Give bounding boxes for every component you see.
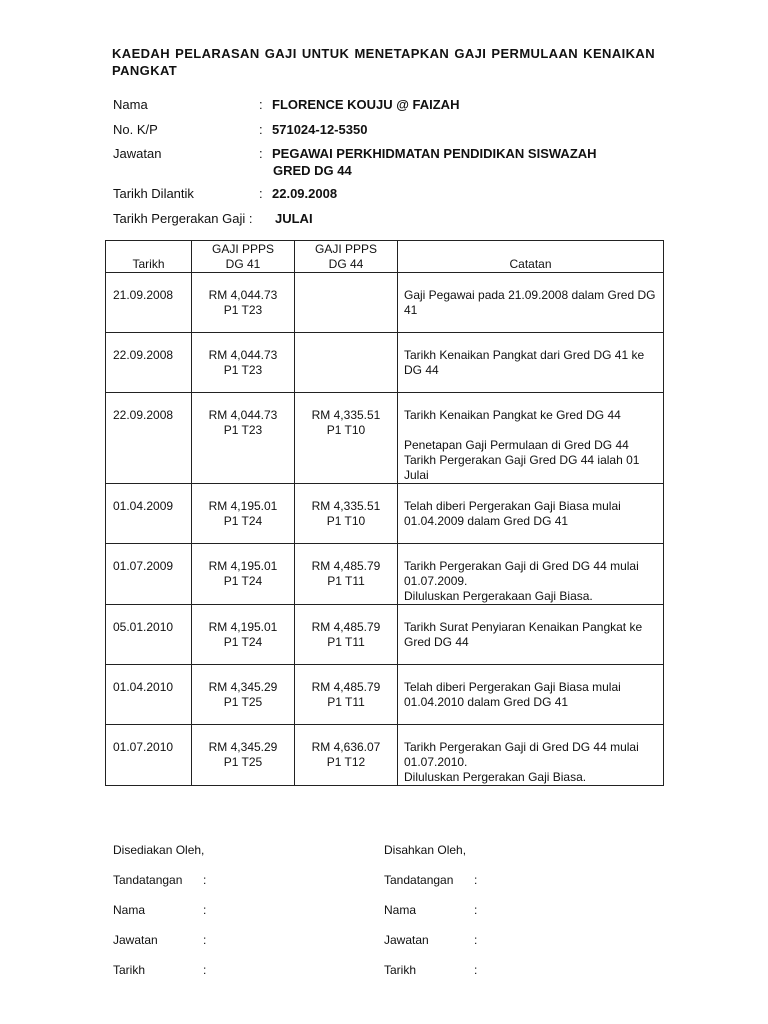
salary-amount: RM 4,636.07 bbox=[311, 740, 381, 754]
cell-date: 05.01.2010 bbox=[106, 605, 192, 665]
salary-table bbox=[105, 240, 664, 786]
colon: : bbox=[259, 146, 263, 161]
cell-gaji-dg41 bbox=[192, 484, 295, 544]
jawatan-value-line2: GRED DG 44 bbox=[273, 163, 352, 178]
table-row bbox=[106, 273, 664, 333]
table-row bbox=[106, 665, 664, 725]
cell-gaji-dg44 bbox=[295, 544, 398, 605]
salary-amount: RM 4,044.73 bbox=[208, 408, 278, 422]
salary-step: P1 T23 bbox=[223, 423, 263, 437]
colon: : bbox=[474, 903, 478, 917]
approved-by-heading: Disahkan Oleh, bbox=[384, 843, 467, 857]
cell-date: 22.09.2008 bbox=[106, 393, 192, 484]
salary-step: P1 T12 bbox=[326, 755, 366, 769]
cell-catatan bbox=[398, 605, 664, 665]
prepared-jawatan-label: Jawatan bbox=[113, 933, 158, 947]
salary-amount: RM 4,485.79 bbox=[311, 559, 381, 573]
salary-step: P1 T11 bbox=[327, 635, 365, 649]
prepared-tandatangan-label: Tandatangan bbox=[113, 873, 183, 887]
pergerakan-value: JULAI bbox=[275, 211, 313, 226]
note-line: Diluluskan Pergerakaan Gaji Biasa. bbox=[404, 589, 593, 603]
jawatan-label: Jawatan bbox=[113, 146, 162, 161]
cell-gaji-dg41 bbox=[192, 544, 295, 605]
cell-date: 21.09.2008 bbox=[106, 273, 192, 333]
table-row bbox=[106, 393, 664, 484]
colon: : bbox=[474, 963, 478, 977]
salary-step: P1 T24 bbox=[223, 574, 263, 588]
salary-amount: RM 4,345.29 bbox=[208, 680, 278, 694]
cell-catatan bbox=[398, 544, 664, 605]
prepared-by-heading: Disediakan Oleh, bbox=[113, 843, 205, 857]
colon: : bbox=[259, 186, 263, 201]
table-row bbox=[106, 333, 664, 393]
cell-date: 01.04.2010 bbox=[106, 665, 192, 725]
header-gaji-dg41: GAJI PPPS DG 41 bbox=[192, 241, 295, 273]
note-line: Telah diberi Pergerakan Gaji Biasa mulai 01.04.2010 dalam Gred DG 41 bbox=[404, 680, 621, 709]
salary-amount: RM 4,195.01 bbox=[208, 559, 278, 573]
document-title: KAEDAH PELARASAN GAJI UNTUK MENETAPKAN GAJI PERMULAAN KENAIKAN PANGKAT bbox=[112, 46, 655, 78]
colon: : bbox=[203, 933, 207, 947]
cell-gaji-dg44 bbox=[295, 393, 398, 484]
salary-amount: RM 4,485.79 bbox=[311, 680, 381, 694]
cell-gaji-dg41 bbox=[192, 393, 295, 484]
salary-amount: RM 4,195.01 bbox=[208, 499, 278, 513]
cell-gaji-dg41 bbox=[192, 333, 295, 393]
approved-nama-label: Nama bbox=[384, 903, 417, 917]
salary-amount: RM 4,044.73 bbox=[208, 288, 278, 302]
table-row bbox=[106, 725, 664, 786]
prepared-tarikh-label: Tarikh bbox=[113, 963, 146, 977]
salary-step: P1 T11 bbox=[327, 695, 365, 709]
pergerakan-label: Tarikh Pergerakan Gaji : bbox=[113, 211, 253, 226]
cell-gaji-dg41 bbox=[192, 725, 295, 786]
header-gaji-dg44: GAJI PPPS DG 44 bbox=[295, 241, 398, 273]
salary-step: P1 T24 bbox=[223, 514, 263, 528]
colon: : bbox=[259, 122, 263, 137]
jawatan-value-line1: PEGAWAI PERKHIDMATAN PENDIDIKAN SISWAZAH bbox=[272, 146, 597, 161]
header-catatan: Catatan bbox=[398, 241, 664, 273]
note-line: Penetapan Gaji Permulaan di Gred DG 44 Tarikh Pergerakan Gaji Gred DG 44 ialah 01 Julai bbox=[404, 438, 640, 482]
prepared-nama-label: Nama bbox=[113, 903, 146, 917]
note-line: Diluluskan Pergerakan Gaji Biasa. bbox=[404, 770, 587, 784]
colon: : bbox=[474, 873, 478, 887]
cell-gaji-dg44 bbox=[295, 333, 398, 393]
cell-catatan bbox=[398, 273, 664, 333]
salary-amount: RM 4,335.51 bbox=[311, 408, 381, 422]
salary-amount: RM 4,485.79 bbox=[311, 620, 381, 634]
cell-catatan bbox=[398, 333, 664, 393]
cell-gaji-dg44 bbox=[295, 273, 398, 333]
cell-catatan bbox=[398, 484, 664, 544]
kp-label: No. K/P bbox=[113, 122, 158, 137]
colon: : bbox=[203, 963, 207, 977]
colon: : bbox=[259, 97, 263, 112]
cell-gaji-dg41 bbox=[192, 605, 295, 665]
colon: : bbox=[203, 903, 207, 917]
note-line: Tarikh Kenaikan Pangkat dari Gred DG 41 ke DG 44 bbox=[404, 348, 645, 377]
cell-gaji-dg44 bbox=[295, 605, 398, 665]
salary-step: P1 T10 bbox=[326, 514, 366, 528]
cell-gaji-dg44 bbox=[295, 665, 398, 725]
cell-catatan bbox=[398, 393, 664, 484]
salary-step: P1 T23 bbox=[223, 303, 263, 317]
cell-gaji-dg41 bbox=[192, 273, 295, 333]
cell-gaji-dg44 bbox=[295, 484, 398, 544]
approved-tarikh-label: Tarikh bbox=[384, 963, 417, 977]
kp-value: 571024-12-5350 bbox=[272, 122, 368, 137]
salary-step: P1 T25 bbox=[223, 695, 263, 709]
cell-gaji-dg44 bbox=[295, 725, 398, 786]
salary-step: P1 T11 bbox=[327, 574, 365, 588]
salary-step: P1 T10 bbox=[326, 423, 366, 437]
nama-value: FLORENCE KOUJU @ FAIZAH bbox=[272, 97, 460, 112]
salary-step: P1 T25 bbox=[223, 755, 263, 769]
note-line: Gaji Pegawai pada 21.09.2008 dalam Gred DG 41 bbox=[404, 288, 656, 317]
salary-step: P1 T24 bbox=[223, 635, 263, 649]
cell-catatan bbox=[398, 665, 664, 725]
note-line: Tarikh Pergerakan Gaji di Gred DG 44 mulai 01.07.2010. bbox=[404, 740, 639, 769]
cell-date: 22.09.2008 bbox=[106, 333, 192, 393]
header-tarikh: Tarikh bbox=[106, 241, 192, 273]
salary-amount: RM 4,345.29 bbox=[208, 740, 278, 754]
dilantik-value: 22.09.2008 bbox=[272, 186, 338, 201]
table-row bbox=[106, 484, 664, 544]
approved-tandatangan-label: Tandatangan bbox=[384, 873, 454, 887]
table-row bbox=[106, 605, 664, 665]
nama-label: Nama bbox=[113, 97, 148, 112]
note-line: Tarikh Kenaikan Pangkat ke Gred DG 44 bbox=[404, 408, 621, 422]
cell-catatan bbox=[398, 725, 664, 786]
table-header-row bbox=[106, 241, 664, 273]
note-line: Tarikh Pergerakan Gaji di Gred DG 44 mulai 01.07.2009. bbox=[404, 559, 639, 588]
cell-date: 01.07.2010 bbox=[106, 725, 192, 786]
colon: : bbox=[203, 873, 207, 887]
cell-date: 01.07.2009 bbox=[106, 544, 192, 605]
salary-amount: RM 4,335.51 bbox=[311, 499, 381, 513]
note-line: Telah diberi Pergerakan Gaji Biasa mulai 01.04.2009 dalam Gred DG 41 bbox=[404, 499, 621, 528]
cell-gaji-dg41 bbox=[192, 665, 295, 725]
salary-amount: RM 4,195.01 bbox=[208, 620, 278, 634]
cell-date: 01.04.2009 bbox=[106, 484, 192, 544]
note-line: Tarikh Surat Penyiaran Kenaikan Pangkat ke Gred DG 44 bbox=[404, 620, 643, 649]
salary-amount: RM 4,044.73 bbox=[208, 348, 278, 362]
table-row bbox=[106, 544, 664, 605]
salary-step: P1 T23 bbox=[223, 363, 263, 377]
approved-jawatan-label: Jawatan bbox=[384, 933, 429, 947]
dilantik-label: Tarikh Dilantik bbox=[113, 186, 194, 201]
colon: : bbox=[474, 933, 478, 947]
